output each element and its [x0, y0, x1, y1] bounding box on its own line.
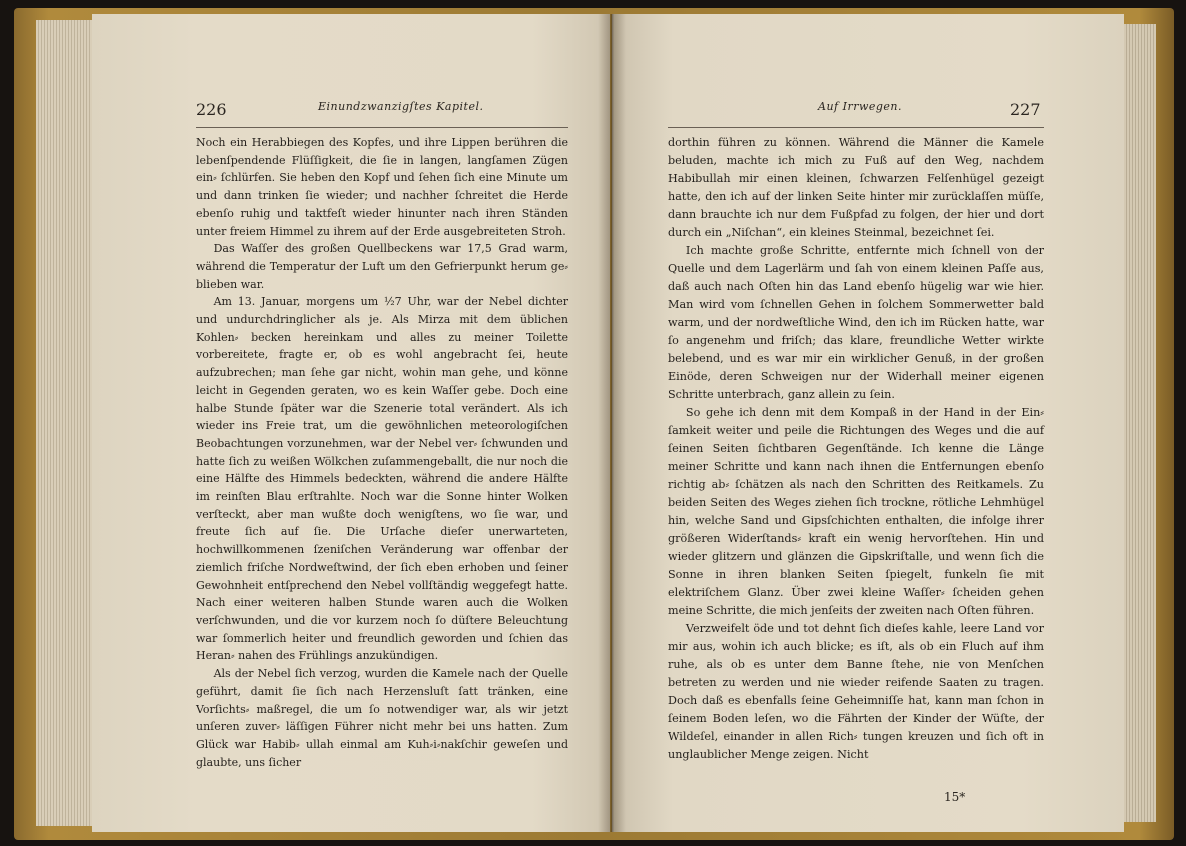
right-page-edges	[1124, 24, 1156, 822]
left-body-text	[196, 134, 568, 771]
right-page-number: 227	[1010, 100, 1041, 119]
right-head-rule	[668, 127, 1044, 128]
left-page	[92, 14, 610, 832]
left-page-edges	[36, 20, 96, 826]
right-paragraph: So gehe ich denn mit dem Kompaß in der Hand in der Ein⸗ ſamkeit weiter und peile die Richtungen des Weges und die auf ſeinen Seiten ſichtbaren Gegenſtände. Ich kenne die Länge meiner Schritte und kann nach ihnen die Entfernungen ebenſo richtig ab⸗ ſchätzen als nach den Schritten des Reitkamels. Zu beiden Seiten des Weges ziehen ſich trockne, rötliche Lehmhügel hin, welche Sand und Gipsſchichten enthalten, die infolge ihrer größeren Widerſtands⸗ kraft ein wenig hervorſtehen. Hin und wieder glitzern und glänzen die Gipskriſtalle, und wenn ſich die Sonne in ihren blanken Seiten ſpiegelt, funkeln ſie mit elektriſchem Glanz. Über zwei kleine Waſſer⸗ ſcheiden gehen meine Schritte, die mich jenſeits der zweiten nach Oſten führen.	[668, 406, 1044, 617]
book-gutter	[598, 14, 626, 832]
right-paragraph: Ich machte große Schritte, entfernte mich ſchnell von der Quelle und dem Lagerlärm und ſah von einem kleinen Paſſe aus, daß auch nach Oſten hin das Land ebenſo hügelig war wie hier. Man wird vom ſchnellen Gehen in ſolchem Sommerwetter bald warm, und der nordweſtliche Wind, den ich im Rücken hatte, war ſo angenehm und friſch; das klare, freundliche Wetter wirkte belebend, und es war mir ein wirklicher Genuß, in der großen Einöde, deren Schweigen nur der Widerhall meiner eigenen Schritte unterbrach, ganz allein zu ſein.	[668, 244, 1044, 401]
left-paragraph: Am 13. Januar, morgens um ½7 Uhr, war der Nebel dichter und undurchdringlicher als je. Als Mirza mit dem üblichen Kohlen⸗ becken hereinkam und alles zu meiner Toilette vorbereitete, fragte er, ob es wohl angebracht ſei, heute aufzubrechen; man ſehe gar nicht, wohin man gehe, und könne leicht in Gegenden geraten, wo es kein Waſſer gebe. Doch eine halbe Stunde ſpäter war die Szenerie total verändert. Als ich wieder ins Freie trat, um die gewöhnlichen meteorologiſchen Beobachtungen vorzunehmen, war der Nebel ver⸗ ſchwunden und hatte ſich zu weißen Wölkchen zuſammengeballt, die nur noch die eine Hälfte des Himmels bedeckten, während die andere Hälfte im reinſten Blau erſtrahlte. Noch war die Sonne hinter Wolken verſteckt, aber man wußte doch wenigſtens, wo ſie war, und freute ſich auf ſie. Die Urſache dieſer unerwarteten, hochwillkommenen ſzeniſchen Veränderung war offenbar der ziemlich friſche Nordweſtwind, der ſich eben erhoben und ſeiner Gewohnheit entſprechend den Nebel vollſtändig weggefegt hatte. Nach einer weiteren halben Stunde waren auch die Wolken verſchwunden, und die vor kurzem noch ſo düſtere Beleuchtung war ſommerlich heiter und freundlich geworden und ſchien das Heran⸗ nahen des Frühlings anzukündigen.	[196, 295, 568, 663]
left-page-number: 226	[196, 100, 227, 119]
left-paragraph: Als der Nebel ſich verzog, wurden die Kamele nach der Quelle geführt, damit ſie ſich nach Herzensluſt ſatt tränken, eine Vorſichts⸗ maßregel, die um ſo notwendiger war, als wir jetzt unſeren zuver⸗ läſſigen Führer nicht mehr bei uns hatten. Zum Glück war Habib⸗ ullah einmal am Kuh⸗i⸗nakſchir geweſen und glaubte, uns ſicher	[196, 667, 568, 769]
right-paragraph: dorthin führen zu können. Während die Männer die Kamele beluden, machte ich mich zu Fuß auf den Weg, nachdem Habibullah mir einen kleinen, ſchwarzen Felſenhügel gezeigt hatte, den ich auf der linken Seite hinter mir zurücklaſſen müſſe, dann brauchte ich nur dem Fußpfad zu folgen, der hier und dort durch ein „Niſchan“, ein kleines Steinmal, bezeichnet ſei.	[668, 136, 1044, 239]
left-paragraph: Noch ein Herabbiegen des Kopfes, und ihre Lippen berühren die lebenſpendende Flüſſigkeit, die ſie in langen, langſamen Zügen ein⸗ ſchlürfen. Sie heben den Kopf und ſehen ſich eine Minute um und dann trinken ſie wieder; und nachher ſchreitet die Herde ebenſo ruhig und taktfeſt wieder hinunter nach ihren Ständen unter freiem Himmel zu ihrem auf der Erde ausgebreiteten Stroh.	[196, 136, 568, 238]
signature-mark: 15*	[944, 790, 966, 804]
left-head-rule	[196, 127, 568, 128]
right-page	[612, 14, 1124, 832]
left-paragraph: Das Waſſer des großen Quellbeckens war 17,5 Grad warm, während die Temperatur der Luft um den Gefrierpunkt herum ge⸗ blieben war.	[196, 242, 568, 291]
right-body-text	[668, 134, 1044, 764]
left-running-head: Einundzwanzigſtes Kapitel.	[318, 100, 484, 113]
right-paragraph: Verzweifelt öde und tot dehnt ſich dieſes kahle, leere Land vor mir aus, wohin ich auch blicke; es iſt, als ob ein Fluch auf ihm ruhe, als ob es unter dem Banne ſtehe, nie von Menſchen betreten zu werden und nie wieder reifende Saaten zu tragen. Doch daß es ebenfalls ſeine Geheimniſſe hat, kann man ſchon in ſeinem Boden leſen, wo die Fährten der Kinder der Wüſte, der Wildeſel, einander in allen Rich⸗ tungen kreuzen und ſich oft in unglaublicher Menge zeigen. Nicht	[668, 622, 1044, 761]
right-running-head: Auf Irrwegen.	[818, 100, 903, 113]
